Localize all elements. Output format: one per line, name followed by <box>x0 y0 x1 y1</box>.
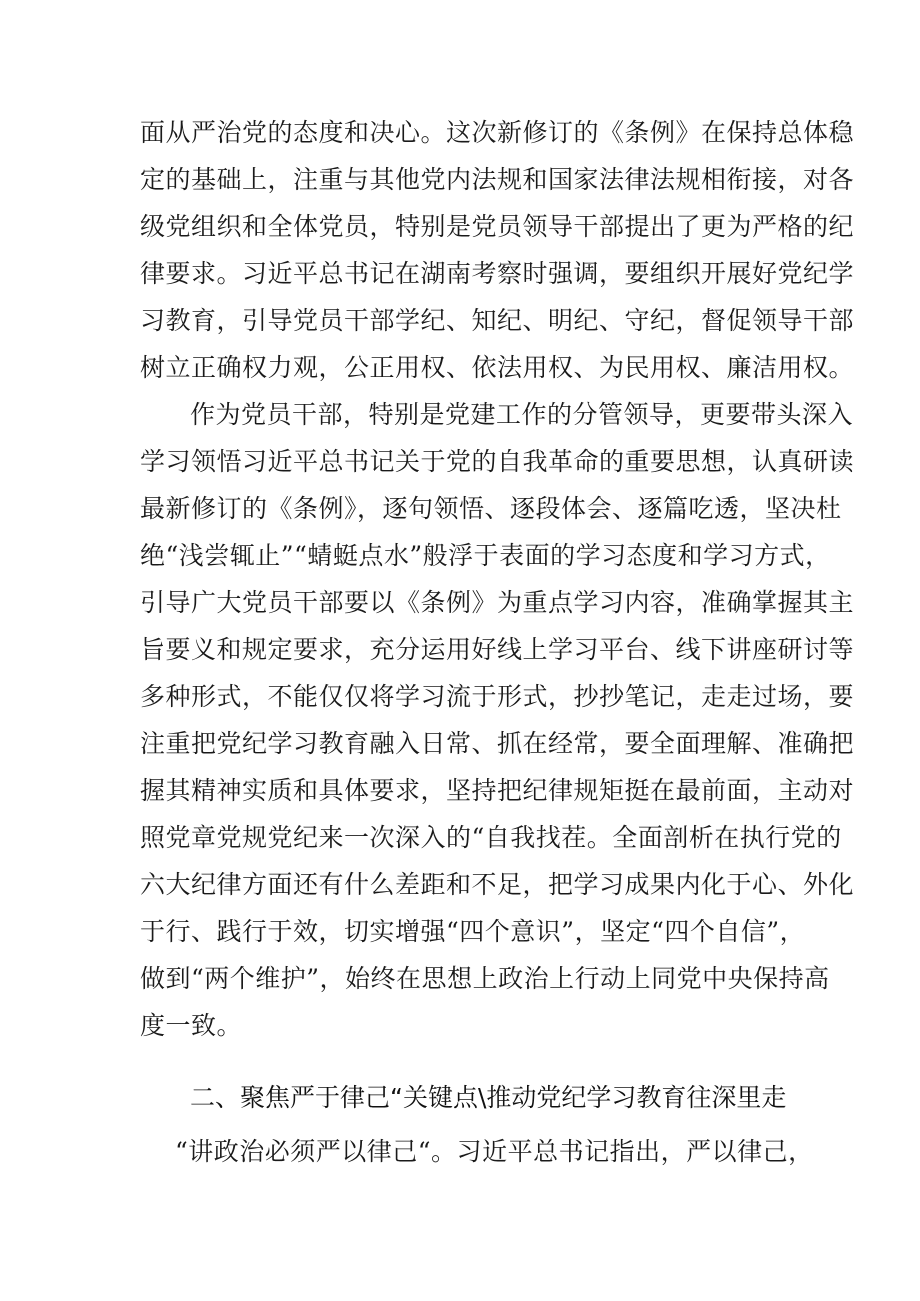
text-line: 学习领悟习近平总书记关于党的自我革命的重要思想，认真研读 <box>140 447 855 476</box>
text-line: 六大纪律方面还有什么差距和不足，把学习成果内化于心、外化 <box>140 870 855 899</box>
text-line: 树立正确权力观，公正用权、依法用权、为民用权、廉洁用权。 <box>140 353 855 382</box>
text-line: 注重把党纪学习教育融入日常、抓在经常，要全面理解、准确把 <box>140 729 855 758</box>
text-line: 最新修订的《条例》，逐句领悟、逐段体会、逐篇吃透，坚决杜 <box>140 494 842 523</box>
text-line: “讲政治必须严以律己“。习近平总书记指出，严以律己， <box>175 1137 814 1166</box>
text-line: 定的基础上，注重与其他党内法规和国家法律法规相衔接，对各 <box>140 165 855 194</box>
text-line: 旨要义和规定要求，充分运用好线上学习平台、线下讲座研讨等 <box>140 635 855 664</box>
text-line: 习教育，引导党员干部学纪、知纪、明纪、守纪，督促领导干部 <box>140 306 855 335</box>
text-line: 面从严治党的态度和决心。这次新修订的《条例》在保持总体稳 <box>140 118 855 147</box>
text-line: 律要求。习近平总书记在湖南考察时强调，要组织开展好党纪学 <box>140 259 855 288</box>
section-heading: 二、聚焦严于律己“关键点\推动党纪学习教育往深里走 <box>190 1083 787 1112</box>
text-line: 度一致。 <box>140 1011 243 1040</box>
text-line: 照党章党规党纪来一次深入的“自我找茬。全面剖析在执行党的 <box>140 823 842 852</box>
text-line: 于行、践行于效，切实增强“四个意识”，坚定“四个自信”， <box>140 917 806 946</box>
text-line: 级党组织和全体党员，特别是党员领导干部提出了更为严格的纪 <box>140 212 855 241</box>
text-line: 多种形式，不能仅仅将学习流于形式，抄抄笔记，走走过场，要 <box>140 682 855 711</box>
text-line: 作为党员干部，特别是党建工作的分管领导，更要带头深入 <box>190 400 854 429</box>
text-line: 握其精神实质和具体要求，坚持把纪律规矩挺在最前面，主动对 <box>140 776 855 805</box>
text-line: 引导广大党员干部要以《条例》为重点学习内容，准确掌握其主 <box>140 588 855 617</box>
text-line: 绝“浅尝辄止”“蜻蜓点水”般浮于表面的学习态度和学习方式， <box>140 541 831 570</box>
text-line: 做到“两个维护”，始终在思想上政治上行动上同党中央保持高 <box>140 964 830 993</box>
